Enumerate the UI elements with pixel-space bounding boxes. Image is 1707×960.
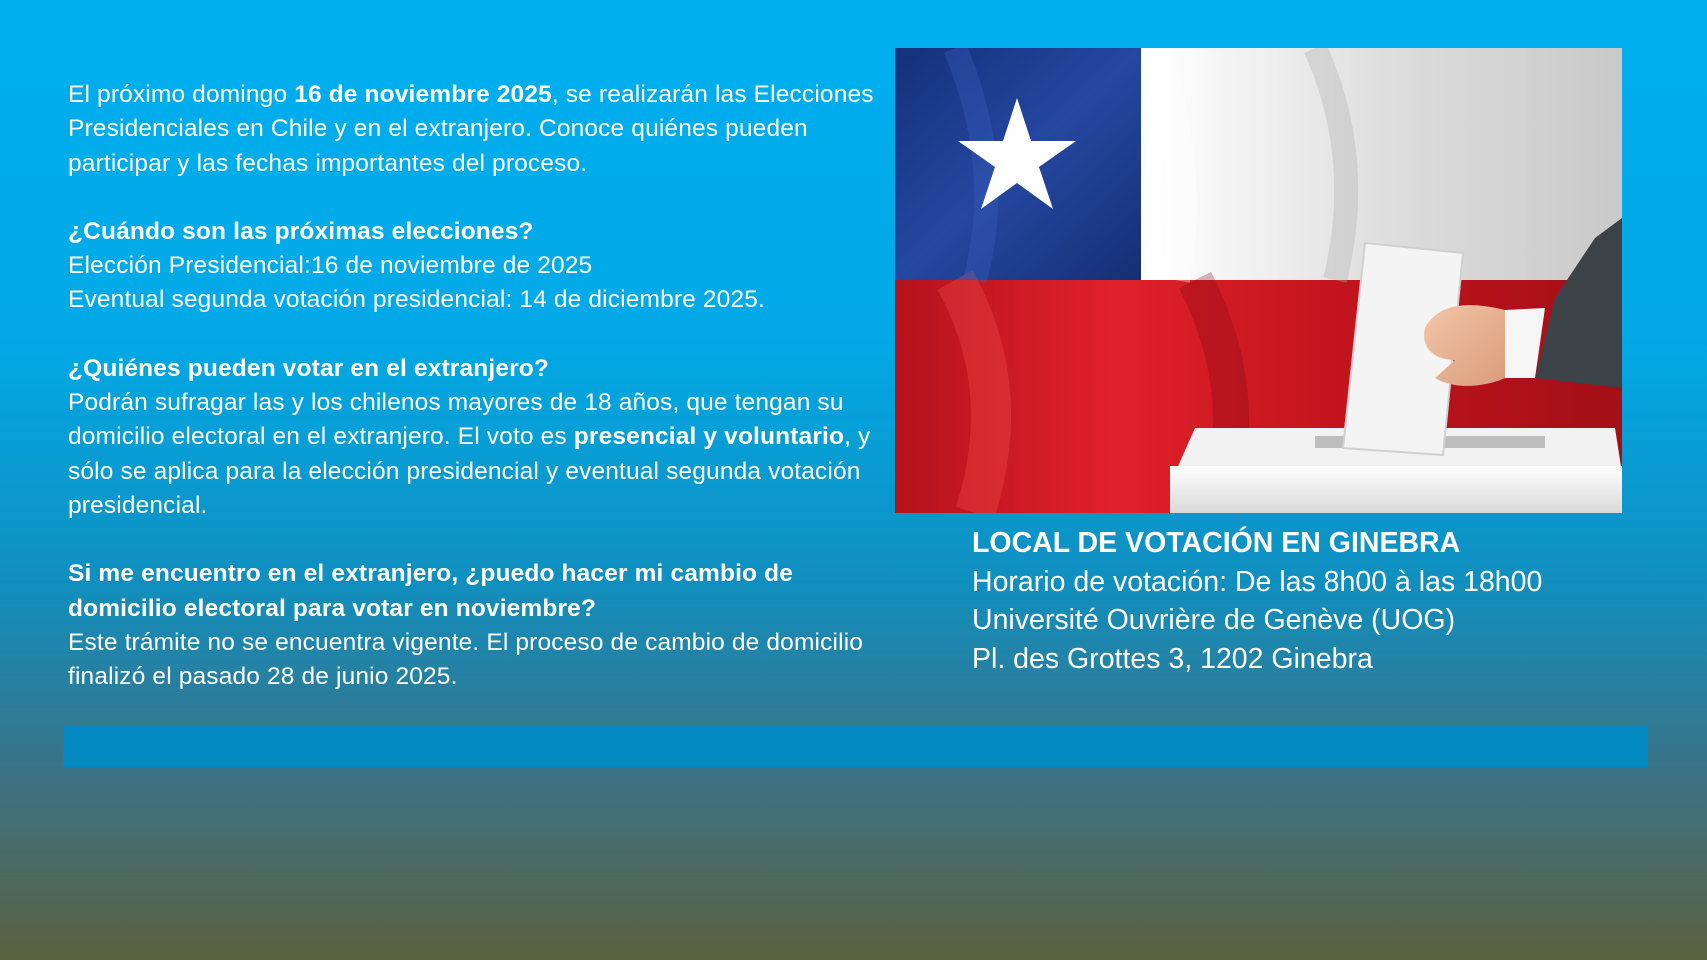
- q2-bold: presencial y voluntario: [573, 423, 845, 451]
- q3-title: Si me encuentro en el extranjero, ¿puedo hacer mi cambio de domicilio electoral para votar en noviembre?: [68, 560, 793, 622]
- q2-body: Podrán sufragar las y los chilenos mayores de 18 años, que tengan su domicilio electoral en el extranjero. El voto es presencial y voluntario, y sólo se aplica para la elección presidencial y eventual segunda votación presidencial.: [68, 389, 871, 519]
- intro-post: , se realizarán las Elecciones Presidenciales en Chile y en el extranjero. Conoce quiénes pueden participar y las fechas importantes del proceso.: [68, 81, 874, 177]
- decorative-band: [63, 725, 1648, 767]
- q2-title: ¿Quiénes pueden votar en el extranjero?: [68, 354, 550, 382]
- q1-title: ¿Cuándo son las próximas elecciones?: [68, 217, 534, 245]
- voting-location-block: [972, 524, 1672, 678]
- q3-body: Este trámite no se encuentra vigente. El proceso de cambio de domicilio finalizó el pasado 28 de junio 2025.: [68, 628, 864, 691]
- local-venue: Université Ouvrière de Genève (UOG): [972, 604, 1456, 636]
- q1-line1: Elección Presidencial:16 de noviembre de 2025: [68, 252, 593, 280]
- chile-flag-ballot-box-photo: [895, 48, 1622, 513]
- local-hours: Horario de votación: De las 8h00 à las 18h00: [972, 565, 1543, 598]
- info-text-block: [68, 78, 878, 694]
- local-address: Pl. des Grottes 3, 1202 Ginebra: [972, 642, 1373, 675]
- local-title: LOCAL DE VOTACIÓN EN GINEBRA: [972, 527, 1461, 559]
- q1-line2: Eventual segunda votación presidencial: 14 de diciembre 2025.: [68, 286, 765, 314]
- intro-paragraph: [68, 78, 878, 181]
- intro-pre: El próximo domingo: [68, 81, 295, 108]
- intro-date: 16 de noviembre 2025: [294, 81, 552, 108]
